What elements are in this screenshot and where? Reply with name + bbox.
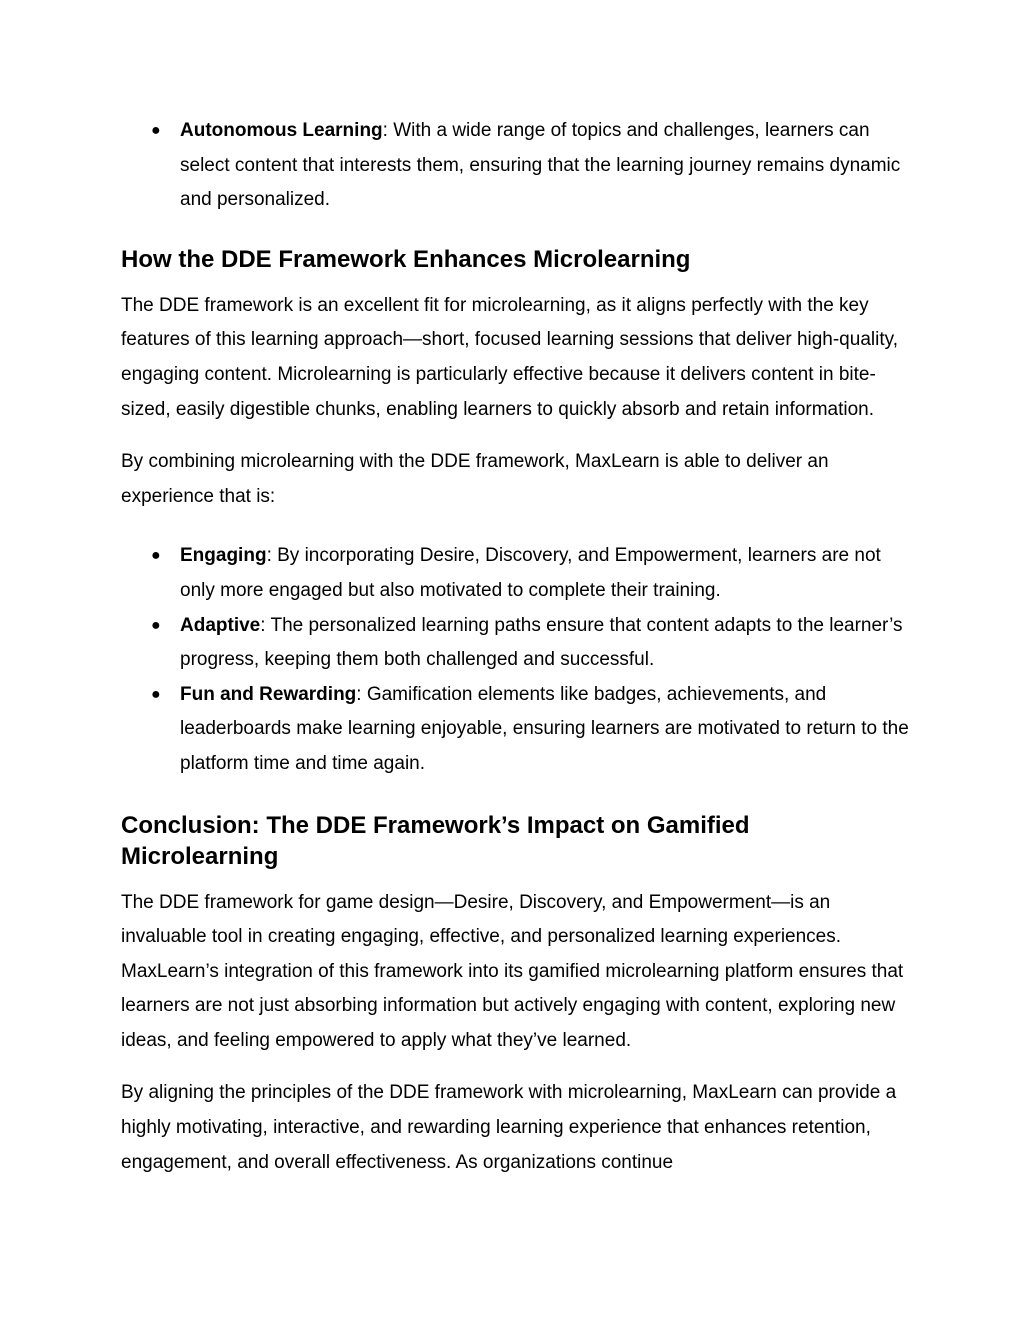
list-item-text: : The personalized learning paths ensure that content adapts to the learner’s progress, keeping them both challenged and successful. bbox=[180, 614, 903, 671]
section-heading-conclusion: Conclusion: The DDE Framework’s Impact on Gamified Microlearning bbox=[121, 811, 750, 870]
list-item-term: Fun and Rewarding bbox=[180, 683, 357, 705]
list-item bbox=[121, 609, 911, 678]
list-item-term: Adaptive bbox=[180, 614, 261, 636]
list-item-term: Autonomous Learning bbox=[180, 120, 383, 141]
list-item bbox=[121, 678, 911, 782]
paragraph: The DDE framework is an excellent fit for microlearning, as it aligns perfectly with the key features of this learning approach—short, focused learning sessions that deliver high-quality, engaging content. Microlearning is particularly effective because it delivers content in bite-sized, easily digestible chunks, enabling learners to quickly absorb and retain information. bbox=[121, 294, 898, 420]
bullet-icon: ● bbox=[151, 685, 161, 703]
section-heading-enhances: How the DDE Framework Enhances Microlearning bbox=[121, 245, 691, 273]
paragraph: By combining microlearning with the DDE framework, MaxLearn is able to deliver an experience that is: bbox=[121, 451, 829, 507]
list-item-text: : With a wide range of topics and challenges, learners can select content that interests them, ensuring that the learning journey remains dynamic and personalized. bbox=[180, 120, 901, 211]
paragraph: By aligning the principles of the DDE framework with microlearning, MaxLearn can provide a highly motivating, interactive, and rewarding learning experience that enhances retention, engagement, and overall effectiveness. As organizations continue bbox=[121, 1082, 897, 1173]
bullet-list-experience bbox=[121, 539, 911, 781]
list-item-term: Engaging bbox=[180, 545, 267, 567]
bullet-list-autonomy bbox=[121, 114, 911, 218]
bullet-icon: ● bbox=[151, 547, 161, 565]
bullet-icon: ● bbox=[151, 616, 161, 634]
list-item-text: : By incorporating Desire, Discovery, and Empowerment, learners are not only more engaged but also motivated to complete their training. bbox=[180, 545, 881, 601]
paragraph: The DDE framework for game design—Desire, Discovery, and Empowerment—is an invaluable tool in creating engaging, effective, and personalized learning experiences. MaxLearn’s integration of this framework into its gamified microlearning platform ensures that learners are not just absorbing information but actively engaging with content, exploring new ideas, and feeling empowered to apply what they’ve learned. bbox=[121, 891, 904, 1051]
list-item bbox=[121, 539, 911, 608]
bullet-icon: ● bbox=[151, 122, 161, 139]
document-page bbox=[121, 114, 911, 1180]
list-item bbox=[121, 114, 911, 218]
list-item-text: : Gamification elements like badges, achievements, and leaderboards make learning enjoyable, ensuring learners are motivated to return to the platform time and time again. bbox=[180, 683, 909, 774]
